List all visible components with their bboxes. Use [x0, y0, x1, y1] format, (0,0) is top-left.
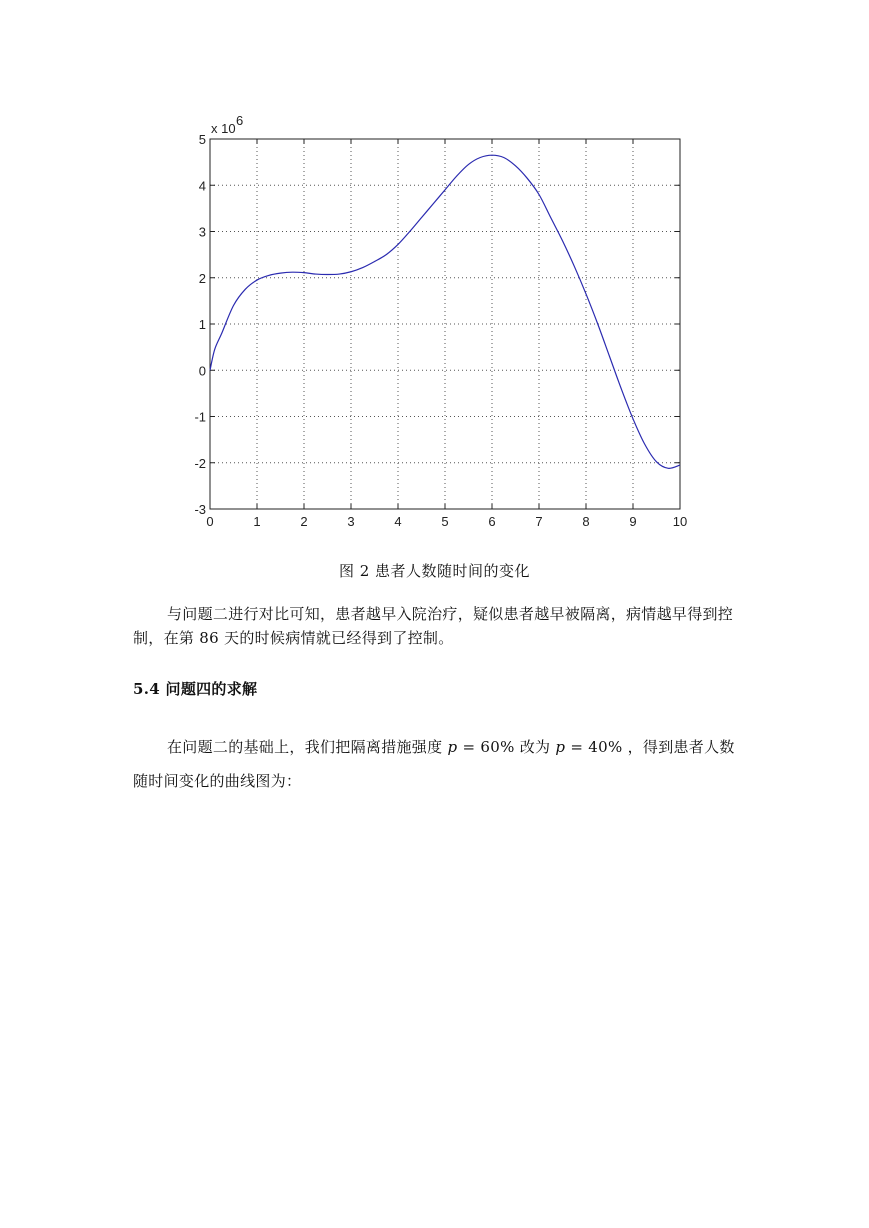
y-tick-label-5: 5 [198, 132, 206, 147]
x-tick-label-5: 5 [441, 514, 449, 529]
x-tick-label-9: 9 [629, 514, 637, 529]
section-heading-5-4: 5.4 问题四的求解 [133, 680, 258, 698]
x-tick-label-3: 3 [347, 514, 355, 529]
paragraph-problem-four [133, 730, 739, 798]
paragraph-text-part3: ，得到患者人数随时间变化的曲线图为： [133, 738, 735, 790]
equation-60-percent: = 60% [457, 738, 520, 756]
y-multiplier-label: x 10 [211, 121, 236, 136]
y-tick-label--2: -2 [194, 455, 206, 471]
equation-40-percent: = 40% [565, 738, 628, 756]
paragraph-text-part2: 改为 [519, 738, 556, 756]
x-tick-label-8: 8 [582, 514, 590, 529]
x-tick-label-10: 10 [672, 514, 688, 529]
y-multiplier-exponent: 6 [236, 113, 244, 128]
y-tick-label-4: 4 [198, 178, 206, 194]
paragraph-text-part1: 在问题二的基础上，我们把隔离措施强度 [167, 738, 448, 756]
x-tick-label-7: 7 [535, 514, 543, 529]
x-tick-label-6: 6 [488, 514, 496, 529]
y-tick-label--1: -1 [194, 409, 206, 425]
x-tick-label-1: 1 [253, 514, 261, 529]
y-tick-label-1: 1 [198, 317, 206, 332]
paragraph-comparison: 与问题二进行对比可知，患者越早入院治疗，疑似患者越早被隔离，病情越早得到控制，在第 86 天的时候病情就已经得到了控制。 [133, 605, 734, 647]
x-tick-label-2: 2 [300, 514, 308, 529]
variable-p-2: p [555, 738, 566, 756]
y-tick-label-3: 3 [198, 224, 206, 240]
variable-p-1: p [447, 738, 458, 756]
line-chart [0, 0, 869, 560]
y-tick-label--3: -3 [194, 502, 206, 517]
figure-2 [0, 0, 869, 560]
figure-caption: 图 2 患者人数随时间的变化 [338, 562, 531, 580]
y-tick-label-0: 0 [198, 363, 206, 379]
x-tick-label-0: 0 [206, 514, 214, 529]
y-tick-label-2: 2 [198, 270, 206, 286]
x-tick-label-4: 4 [394, 514, 402, 529]
